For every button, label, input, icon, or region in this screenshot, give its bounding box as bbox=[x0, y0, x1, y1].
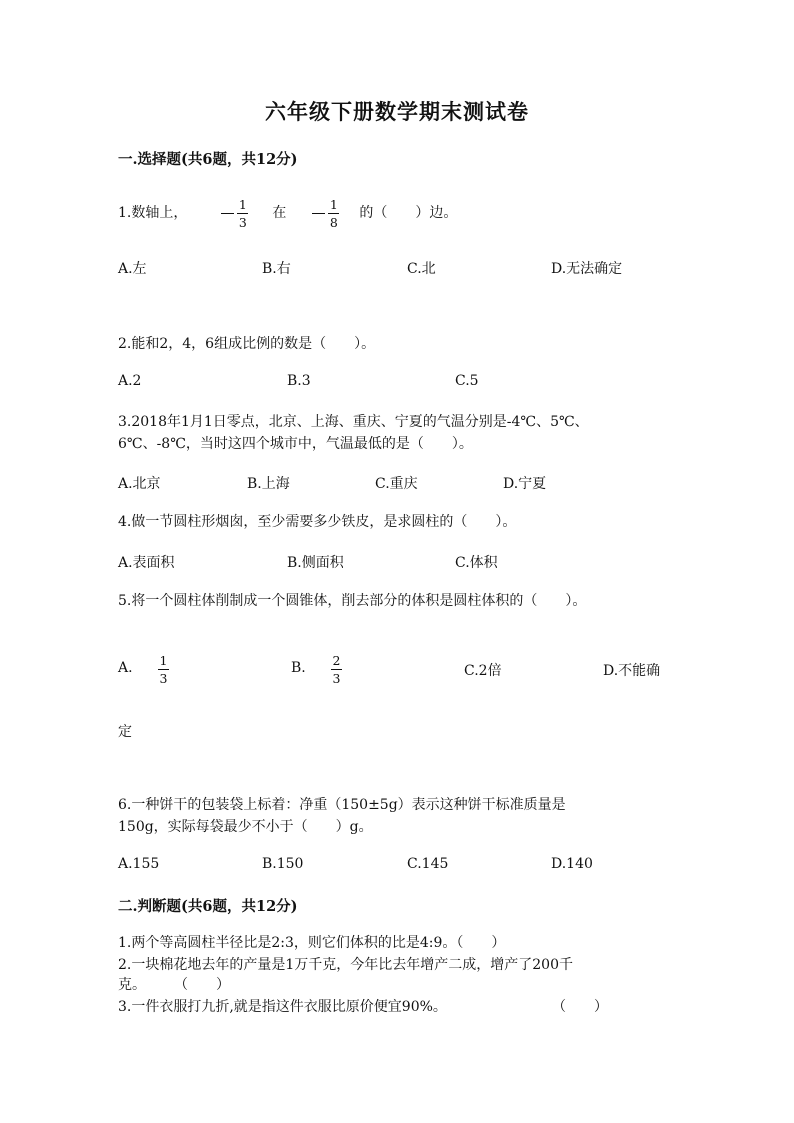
fraction-numerator: 1 bbox=[238, 196, 247, 212]
option-a: A.左 bbox=[118, 261, 147, 277]
question-6-line-1: 6.一种饼干的包装袋上标着：净重（150±5g）表示这种饼干标准质量是 bbox=[118, 797, 566, 813]
section-heading-judgment: 二.判断题(共6题，共12分) bbox=[118, 898, 298, 915]
judgment-2-line-2: 克。 （ ） bbox=[118, 977, 230, 993]
option-c: C.重庆 bbox=[375, 476, 418, 492]
option-a: A.155 bbox=[118, 856, 160, 872]
judgment-3: 3.一件衣服打九折,就是指这件衣服比原价便宜90%。 bbox=[118, 999, 447, 1015]
option-b-label: B. bbox=[291, 660, 306, 676]
option-d: D.140 bbox=[551, 856, 593, 872]
option-d: D.不能确 bbox=[603, 663, 661, 679]
question-3-line-1: 3.2018年1月1日零点，北京、上海、重庆、宁夏的气温分别是-4℃、5℃、 bbox=[118, 414, 589, 430]
option-c: C.5 bbox=[455, 373, 479, 389]
option-a-fraction bbox=[158, 654, 169, 685]
question-1-mid: 在 bbox=[272, 205, 287, 221]
fraction-denominator: 3 bbox=[238, 214, 247, 230]
option-d-continued: 定 bbox=[118, 724, 132, 740]
option-b: B.3 bbox=[287, 373, 311, 389]
option-a-label: A. bbox=[118, 660, 133, 676]
option-a: A.表面积 bbox=[118, 555, 175, 571]
fraction-denominator: 8 bbox=[329, 214, 338, 230]
fraction-numerator: 1 bbox=[159, 653, 168, 668]
question-1-suffix: 的（ ）边。 bbox=[359, 205, 458, 221]
judgment-1: 1.两个等高圆柱半径比是2:3，则它们体积的比是4:9。（ ） bbox=[118, 935, 506, 951]
section-heading-choice: 一.选择题(共6题，共12分) bbox=[118, 151, 298, 168]
option-d: D.无法确定 bbox=[551, 261, 623, 277]
option-a: A.北京 bbox=[118, 476, 161, 492]
question-1-fraction-a bbox=[221, 198, 248, 229]
question-6-line-2: 150g，实际每袋最少不小于（ ）g。 bbox=[118, 819, 373, 835]
option-a: A.2 bbox=[118, 373, 142, 389]
question-2: 2.能和2，4，6组成比例的数是（ ）。 bbox=[118, 336, 376, 352]
judgment-3-blank: （ ） bbox=[552, 999, 608, 1015]
option-d: D.宁夏 bbox=[503, 476, 547, 492]
page-title: 六年级下册数学期末测试卷 bbox=[265, 99, 529, 124]
fraction-denominator: 3 bbox=[332, 671, 341, 686]
question-3-line-2: 6℃、-8℃，当时这四个城市中，气温最低的是（ ）。 bbox=[118, 436, 473, 452]
fraction-numerator: 1 bbox=[329, 196, 338, 212]
option-c: C.北 bbox=[407, 261, 436, 277]
option-b: B.右 bbox=[262, 261, 291, 277]
fraction-numerator: 2 bbox=[332, 653, 341, 668]
fraction-denominator: 3 bbox=[159, 671, 168, 686]
question-4: 4.做一节圆柱形烟囱，至少需要多少铁皮，是求圆柱的（ ）。 bbox=[118, 514, 517, 530]
option-c: C.体积 bbox=[455, 555, 498, 571]
option-b: B.侧面积 bbox=[287, 555, 344, 571]
option-b: B.上海 bbox=[247, 476, 290, 492]
question-1-prefix: 1.数轴上， bbox=[118, 205, 188, 221]
question-1 bbox=[118, 196, 457, 230]
option-b-fraction bbox=[331, 654, 342, 685]
option-c: C.145 bbox=[407, 856, 449, 872]
question-1-fraction-b bbox=[312, 198, 339, 229]
option-c: C.2倍 bbox=[464, 663, 502, 679]
option-b: B.150 bbox=[262, 856, 304, 872]
judgment-2-line-1: 2.一块棉花地去年的产量是1万千克，今年比去年增产二成，增产了200千 bbox=[118, 957, 573, 973]
question-5: 5.将一个圆柱体削制成一个圆锥体，削去部分的体积是圆柱体积的（ ）。 bbox=[118, 593, 587, 609]
